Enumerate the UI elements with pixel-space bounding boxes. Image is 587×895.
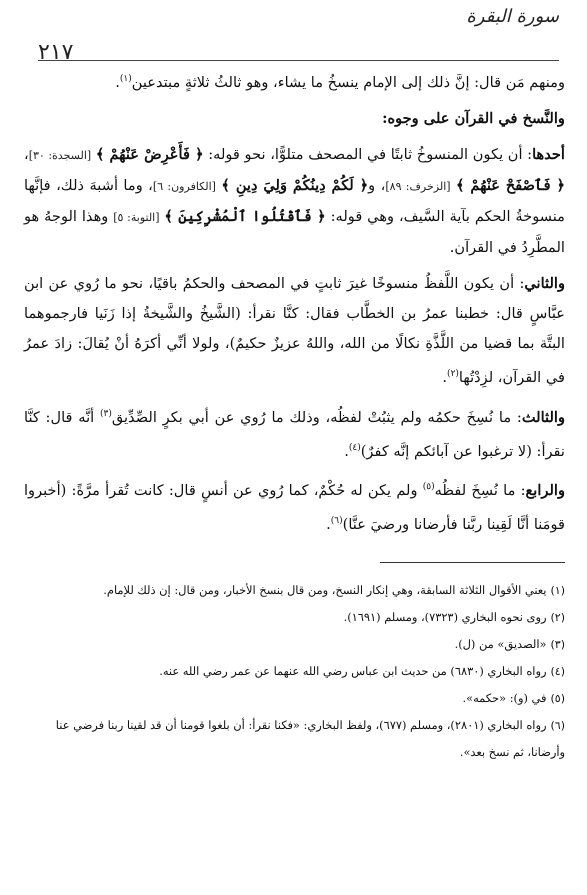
verse: ﴿ فَأَعْرِضْ عَنْهُمْ ﴾: [95, 145, 204, 163]
footnote-text: روى نحوه البخاري (٧٣٢٣)، ومسلم (١٦٩١).: [343, 610, 547, 625]
footnote-ref[interactable]: (١): [119, 74, 132, 84]
header-rule: [38, 60, 559, 61]
verse-citation: [السجدة: ٣٠]: [28, 148, 92, 162]
footnote-ref[interactable]: (٥): [422, 482, 435, 493]
paragraph-second: والثاني: أن يكون اللَّفظُ منسوخًا غيرَ ثابتٍ في المصحف والحكمُ باقيًا، نحو ما رُوي عن ابن عبَّاسٍ قال: خطبنا عمرُ بن الخطَّاب فقال: كنَّا نقرأ: (الشَّيخُ والشَّيخةُ إذا زَنَيا فارجموهما البتَّة بما قضيا من اللَّذَّةِ نكالًا من الله، واللهُ عزيزٌ حكيمٌ)، ولولا أنِّي أكرَهُ أنْ يُقالَ: زادَ عمرُ في القرآن، لزِدْتُها$^{(٢)}$.: [24, 274, 565, 386]
surah-title: سورة البقرة: [466, 6, 559, 27]
lead-word: والثالث: [521, 408, 565, 426]
footnote-text: في (و): «حكمه».: [462, 691, 547, 706]
lead-word: والرابع: [525, 482, 565, 500]
footnote-text: يعني الأقوال الثلاثة السابقة، وهي إنكار النسخ، ومن قال بنسخ الأخبار، ومن قال: إن ذلك للإمام.: [103, 583, 547, 598]
footnote-ref[interactable]: (٣): [99, 408, 112, 419]
paragraph-third: والثالث: ما نُسِخَ حكمُه ولم يثبُتْ لفظُه، وذلك ما رُوي عن أبي بكرٍ الصِّدِّيق$^{(٣)}$ أنَّه قال: كنَّا نقرأ: (لا ترغبوا عن آبائكم إنَّه كفرٌ)$^{(٤)}$.: [24, 408, 565, 460]
footnote-ref[interactable]: (٢): [447, 368, 459, 379]
lead-word: أحدها: [532, 145, 565, 163]
section-heading: والنَّسخ في القرآن على وجوه:: [382, 109, 565, 127]
footnote: [24, 604, 565, 631]
footnote: [24, 631, 565, 658]
footnote-separator: [380, 562, 565, 563]
footnote-text: «الصديق» من (ل).: [454, 637, 547, 652]
quote: (لا ترغبوا عن آبائكم إنَّه كفرٌ): [360, 442, 532, 460]
footnote-number: (١): [550, 584, 565, 598]
verse: ﴿ لَكُمْ دِينُكُمْ وَلِيَ دِينِ ﴾: [221, 176, 369, 194]
verse: ﴿ فَٱصْفَحْ عَنْهُمْ ﴾: [455, 176, 565, 194]
footnote-number: (٤): [550, 665, 565, 679]
paragraph-first: أحدها: أن يكون المنسوخُ ثابتًا في المصحف متلوًّا، نحو قوله: ﴿ فَأَعْرِضْ عَنْهُمْ ﴾ [السجدة: ٣٠]، ﴿ فَٱصْفَحْ عَنْهُمْ ﴾ [الزخرف: ٨٩]، و﴿ لَكُمْ دِينُكُمْ وَلِيَ دِينِ ﴾ [الكافرون: ٦]، وما أشبهَ ذلك، فإنَّها منسوخةُ الحكم بآية السَّيف، وهي قوله: ﴿ فَٱقْتُلُوا ٱلْمُشْرِكِينَ ﴾ [التوبة: ٥] وهذا الوجهُ هو المطَّرِدُ في القرآن.: [23, 145, 566, 256]
footnote-ref[interactable]: (٤): [348, 442, 361, 453]
footnote-number: (٥): [550, 692, 565, 706]
quote: (الشَّيخُ والشَّيخةُ إذا زَنَيا فارجموهما البتَّة بما قضيا من اللَّذَّةِ نكالًا من الله، واللهُ عزيزٌ حكيمٌ): [24, 304, 565, 352]
paragraph-fourth: والرابع: ما نُسِخَ لفظُه$^{(٥)}$ ولم يكن له حُكْمٌ، كما رُوي عن أنسٍ قال: كانت تُقرأ مرَّةً: (أخبروا قومَنا أنَّا لَقِينا ربَّنا فأرضانا ورضيَ عنَّا)$^{(٦)}$.: [24, 482, 565, 534]
footnote-text: رواه البخاري (٦٨٣٠) من حديث ابن عباس رضي الله عنهما عن عمر رضي الله عنه.: [159, 664, 547, 679]
footnotes: [24, 577, 565, 765]
verse: ﴿ فَٱقْتُلُوا ٱلْمُشْرِكِينَ ﴾: [164, 207, 326, 225]
lead-word: والثاني: [524, 274, 565, 292]
footnote-number: (٣): [550, 638, 565, 652]
quote: (أخبروا قومَنا أنَّا لَقِينا ربَّنا فأرضانا ورضيَ عنَّا): [24, 482, 565, 534]
footnote: [24, 658, 565, 685]
verse-citation: [الكافرون: ٦]: [152, 179, 216, 193]
footnote: [24, 577, 565, 604]
main-text: [24, 64, 565, 540]
footnote: [24, 685, 565, 712]
footnote-number: (٢): [550, 611, 565, 625]
page-number: ٢١٧: [38, 40, 74, 65]
paragraph-intro: ومنهم مَن قال: إنَّ ذلك إلى الإمام ينسخُ ما يشاء، وهو ثالثُ ثلاثةٍ مبتدعين$^{(١)}$.: [115, 73, 565, 91]
footnote: [24, 712, 565, 765]
footnote-text: رواه البخاري (٢٨٠١)، ومسلم (٦٧٧)، ولفظ البخاري: «فكنا نقرأ: أن بلغوا قومنا أن قد لقينا ربنا فرضي عنا وأرضانا، ثم نسخ بعد».: [55, 718, 565, 760]
footnote-ref[interactable]: (٦): [330, 516, 343, 527]
verse-citation: [الزخرف: ٨٩]: [385, 179, 451, 193]
footnote-number: (٦): [550, 719, 565, 733]
verse-citation: [التوبة: ٥]: [113, 210, 160, 224]
page-header: [24, 0, 565, 65]
